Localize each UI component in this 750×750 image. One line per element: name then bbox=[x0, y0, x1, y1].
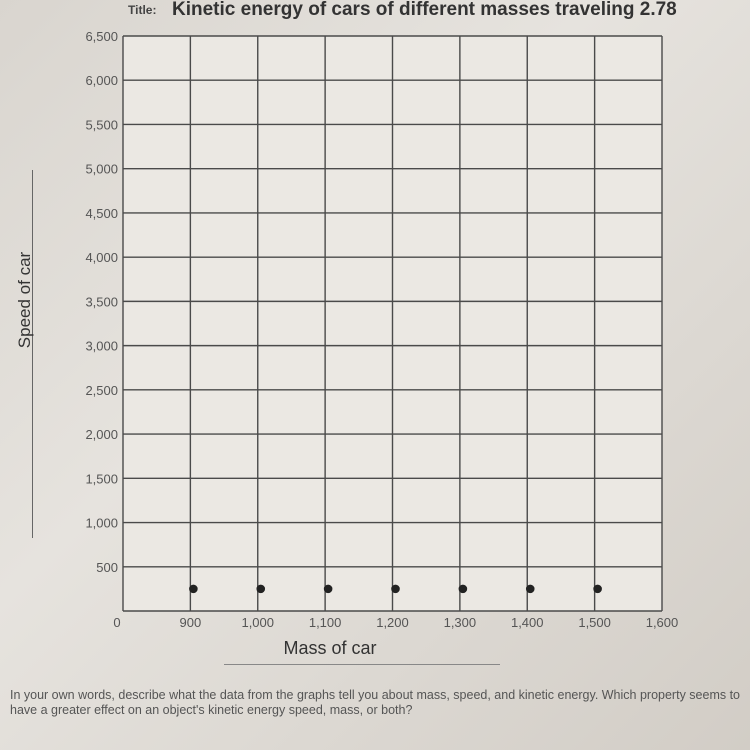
x-tick-label: 0 bbox=[113, 615, 121, 630]
y-tick-label: 3,500 bbox=[85, 294, 118, 310]
x-tick-label: 1,500 bbox=[578, 615, 611, 630]
chart-title-prefix: Title: bbox=[128, 3, 157, 17]
y-tick-label: 2,000 bbox=[85, 427, 118, 443]
data-point bbox=[189, 585, 198, 594]
chart-title: Kinetic energy of cars of different masses traveling 2.78 bbox=[172, 0, 677, 20]
data-point bbox=[593, 585, 602, 594]
y-tick-label: 3,000 bbox=[85, 338, 118, 354]
y-tick-label: 6,500 bbox=[85, 29, 118, 44]
x-tick-label: 1,300 bbox=[443, 615, 477, 630]
x-tick-label: 1,000 bbox=[241, 615, 275, 630]
y-tick-label: 5,000 bbox=[85, 161, 118, 177]
data-point bbox=[526, 585, 535, 594]
data-point bbox=[256, 585, 265, 594]
y-tick-label: 4,000 bbox=[85, 250, 118, 266]
y-tick-label: 2,500 bbox=[85, 382, 118, 398]
y-tick-label: 5,500 bbox=[85, 117, 118, 133]
x-tick-label: 1,200 bbox=[376, 615, 409, 630]
y-tick-label: 6,000 bbox=[85, 73, 118, 89]
x-tick-label: 1,400 bbox=[510, 615, 544, 630]
x-tick-label: 900 bbox=[179, 615, 202, 630]
x-tick-label: 1,100 bbox=[308, 615, 342, 630]
y-tick-label: 500 bbox=[96, 559, 118, 575]
y-tick-label: 1,000 bbox=[85, 515, 118, 531]
data-point bbox=[459, 585, 468, 594]
x-axis-label: Mass of car bbox=[283, 638, 377, 658]
y-tick-label: 4,500 bbox=[85, 205, 118, 221]
x-tick-label: 1,600 bbox=[645, 615, 679, 630]
y-tick-label: 1,500 bbox=[85, 471, 118, 487]
data-point bbox=[391, 585, 400, 594]
y-axis-label: Speed of car bbox=[15, 251, 34, 349]
data-point bbox=[324, 585, 333, 594]
question-text: In your own words, describe what the data from the graphs tell you about mass, speed, and kinetic energy. Which property seems to have a greater effect on an object's kinetic energy speed, mass, or both? bbox=[10, 688, 741, 717]
x-axis-label-rule bbox=[224, 664, 500, 665]
